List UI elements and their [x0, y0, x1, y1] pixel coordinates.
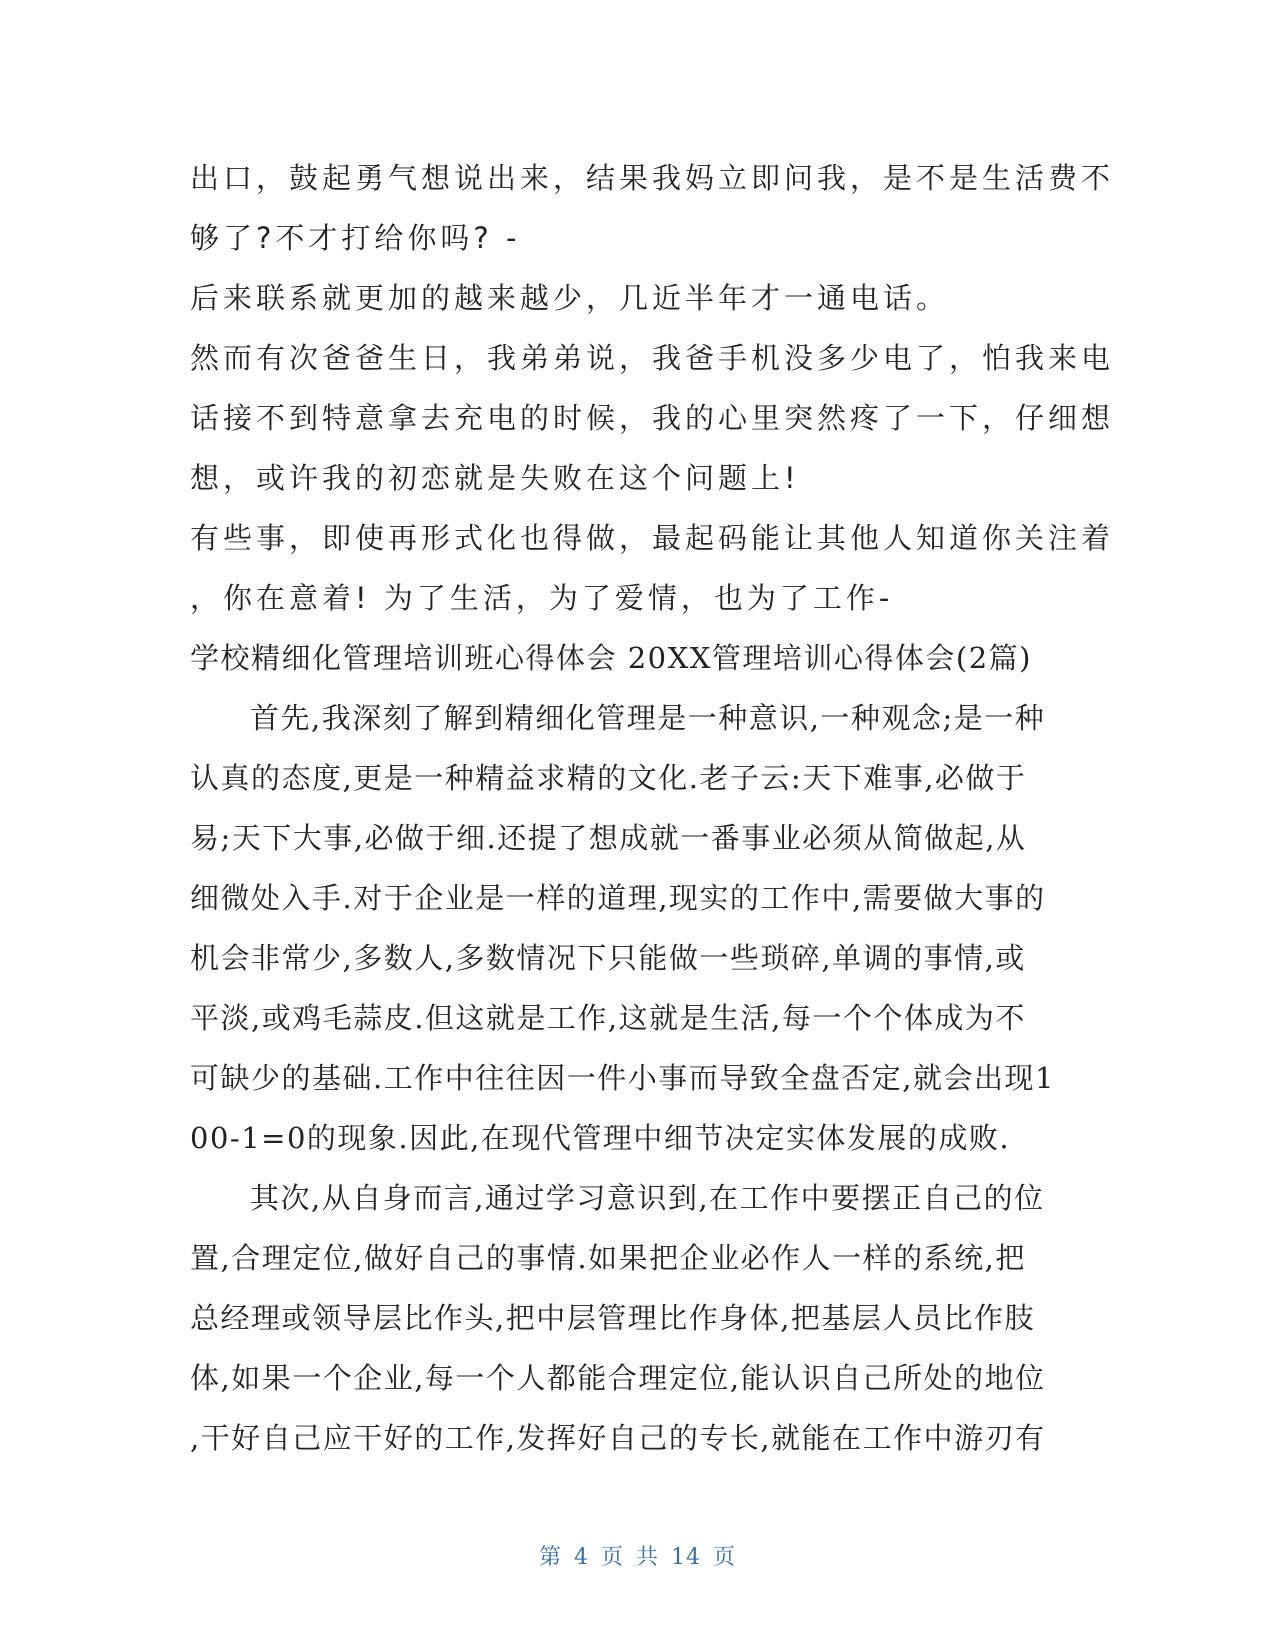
footer-prefix: 第 [538, 1545, 562, 1570]
text-line: 后来联系就更加的越来越少，几近半年才一通电话。 [190, 281, 950, 315]
paragraph-first-line: 首先,我深刻了解到精细化管理是一种意识,一种观念;是一种 [250, 701, 1046, 735]
text-line: 有些事，即使再形式化也得做，最起码能让其他人知道你关注着 [190, 521, 1115, 555]
text-line: 易;天下大事,必做于细.还提了想成就一番事业必须从简做起,从 [190, 821, 1027, 855]
paragraph-first-line: 其次,从自身而言,通过学习意识到,在工作中要摆正自己的位 [250, 1181, 1045, 1215]
text-line: 体,如果一个企业,每一个人都能合理定位,能认识自己所处的地位 [190, 1361, 1046, 1395]
text-line: ,干好自己应干好的工作,发挥好自己的专长,就能在工作中游刃有 [190, 1421, 1046, 1455]
text-line: ，你在意着! 为了生活，为了爱情，也为了工作- [190, 581, 894, 615]
text-line: 认真的态度,更是一种精益求精的文化.老子云:天下难事,必做于 [190, 761, 1027, 795]
text-line: 话接不到特意拿去充电的时候，我的心里突然疼了一下，仔细想 [190, 401, 1115, 435]
text-line: 总经理或领导层比作头,把中层管理比作身体,把基层人员比作肢 [190, 1301, 1035, 1335]
text-line: 然而有次爸爸生日，我弟弟说，我爸手机没多少电了，怕我来电 [190, 341, 1115, 375]
text-line: 细微处入手.对于企业是一样的道理,现实的工作中,需要做大事的 [190, 881, 1046, 915]
text-line: 00-1=0的现象.因此,在现代管理中细节决定实体发展的成败. [190, 1121, 1011, 1155]
text-line: 平淡,或鸡毛蒜皮.但这就是工作,这就是生活,每一个个体成为不 [190, 1001, 1026, 1035]
text-line: 出口，鼓起勇气想说出来，结果我妈立即问我，是不是生活费不 [190, 161, 1115, 195]
text-line: 机会非常少,多数人,多数情况下只能做一些琐碎,单调的事情,或 [190, 941, 1026, 975]
text-line: 想，或许我的初恋就是失败在这个问题上! [190, 461, 800, 495]
text-line: 够了?不才打给你吗? - [190, 221, 521, 255]
text-line: 置,合理定位,做好自己的事情.如果把企业必作人一样的系统,把 [190, 1241, 1026, 1275]
footer-total-word: 共 [636, 1545, 660, 1570]
text-line: 可缺少的基础.工作中往往因一件小事而导致全盘否定,就会出现1 [190, 1061, 1055, 1095]
footer-suffix: 页 [713, 1545, 737, 1570]
footer-page-word: 页 [600, 1545, 624, 1570]
footer-total-pages: 14 [671, 1545, 702, 1570]
section-title: 学校精细化管理培训班心得体会 20XX管理培训心得体会(2篇) [190, 641, 1032, 675]
page-footer [0, 1540, 1275, 1571]
footer-current-page: 4 [573, 1545, 589, 1570]
document-body [190, 148, 1115, 1468]
